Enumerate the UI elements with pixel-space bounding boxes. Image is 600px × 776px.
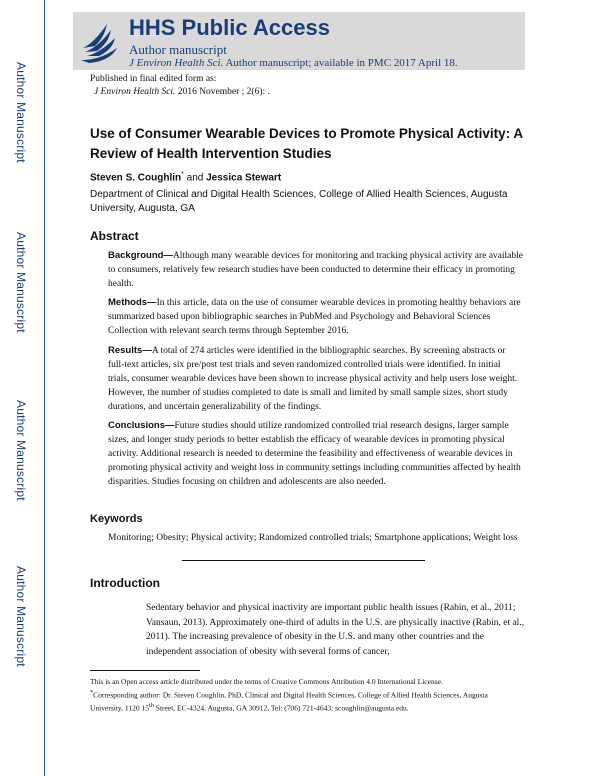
background-text: Although many wearable devices for monitoring and tracking physical activity are available to consumers, relatively few research studies have been conducted to determine their efficacy in promoting health. — [108, 251, 523, 289]
citation-details: 2016 November ; 2(6): . — [177, 87, 270, 97]
author-1-mark: * — [181, 171, 184, 178]
publication-info — [90, 73, 270, 99]
background-label: Background— — [108, 250, 173, 261]
abstract-results — [108, 344, 523, 414]
sidebar-label-4: Author Manuscript — [14, 566, 28, 667]
abstract-heading: Abstract — [90, 229, 139, 243]
sidebar-label-2: Author Manuscript — [14, 232, 28, 333]
corr-sup: th — [149, 701, 154, 709]
conclusions-label: Conclusions— — [108, 420, 175, 431]
sidebar-label-1: Author Manuscript — [14, 62, 28, 163]
sidebar — [0, 0, 44, 776]
abstract-conclusions — [108, 419, 523, 489]
conclusions-text: Future studies should utilize randomized controlled trial research designs, larger sample sizes, and longer study periods to better establish the efficacy of wearable devices in promoting physical activity. Additional research is needed to determine the feasibility and effectiveness of wearable devices in promoting physical activity and weight loss in community settings including communities affected by health disparities. Studies focusing on children and adolescents are also needed. — [108, 421, 521, 487]
header-subtitle: Author manuscript — [129, 42, 227, 57]
article-title: Use of Consumer Wearable Devices to Promote Physical Activity: A Review of Health Intervention Studies — [90, 126, 523, 161]
corr-text-b: Street, EC-4324, Augusta, GA 30912, Tel: (706) 721-4643; scoughlin@augusta.edu. — [153, 703, 409, 712]
header-journal-line — [129, 57, 458, 69]
hhs-header — [73, 12, 525, 70]
footnote-rule — [90, 670, 200, 671]
header-availability: Author manuscript; available in PMC 2017 April 18. — [225, 57, 458, 69]
keywords-text: Monitoring; Obesity; Physical activity; Randomized controlled trials; Smartphone applications; Weight loss — [108, 533, 518, 543]
citation-line — [90, 86, 270, 99]
author-and: and — [186, 172, 204, 184]
footnote-corresponding — [90, 688, 510, 713]
header-title: HHS Public Access — [129, 15, 330, 40]
author-2: Jessica Stewart — [206, 172, 282, 184]
sidebar-label-3: Author Manuscript — [14, 400, 28, 501]
author-1: Steven S. Coughlin — [90, 172, 182, 184]
section-divider — [182, 560, 425, 561]
footnote-corr-mark: * — [90, 689, 94, 696]
introduction-heading: Introduction — [90, 576, 160, 590]
abstract-background — [108, 249, 523, 291]
methods-label: Methods— — [108, 297, 157, 308]
results-text: A total of 274 articles were identified in the bibliographic searches. By screening abstracts or full-text articles, six pre/post test trials and seven randomized controlled trials were identified. In initial trials, consumer wearable devices have been shown to increase physical activity and help users lose weight. However, the number of studies completed to date is small and limited by small sample sizes, short study durations, and uncertain generalizability of the findings. — [108, 346, 518, 412]
sidebar-divider — [44, 0, 45, 776]
corr-text-a: Corresponding author: Dr. Steven Coughlin, PhD, Clinical and Digital Health Sciences, College of Allied Health Sciences, Augusta University, 1120 15 — [90, 690, 488, 712]
abstract-methods — [108, 296, 523, 338]
hhs-eagle-logo-icon — [77, 18, 121, 64]
keywords-heading: Keywords — [90, 513, 143, 525]
footnote-license: This is an Open access article distributed under the terms of Creative Commons Attribution 4.0 International License. — [90, 677, 443, 686]
citation-journal: J Environ Health Sci. — [94, 87, 176, 97]
published-line: Published in final edited form as: — [90, 74, 217, 84]
header-journal-abbrev: J Environ Health Sci. — [129, 57, 224, 69]
introduction-text: Sedentary behavior and physical inactivity are important public health issues (Rabin, et al., 2011; Vansaun, 2013). Approximately one-third of adults in the U.S. are physically inactive (Rabin, et al., 2011). The increasing prevalence of obesity in the U.S. and many other countries and the independent association of obesity with several forms of cancer, — [146, 603, 525, 657]
affiliation: Department of Clinical and Digital Health Sciences, College of Allied Health Sciences, Augusta University, Augusta, GA — [90, 189, 508, 214]
author-line — [90, 171, 281, 183]
methods-text: In this article, data on the use of consumer wearable devices in promoting healthy behaviors are summarized based upon bibliographic searches in PubMed and Psychology and Behavioral Sciences Collection with relevant search terms through September 2016. — [108, 298, 521, 336]
results-label: Results— — [108, 345, 152, 356]
